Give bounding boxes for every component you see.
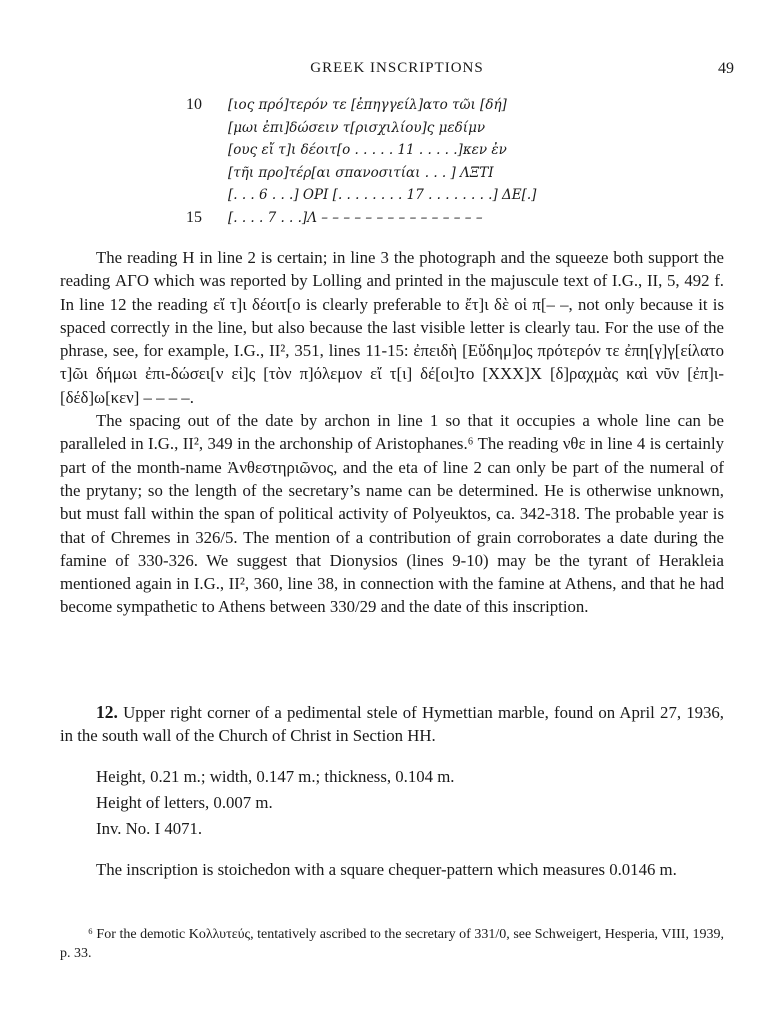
entry-number: 12. [96,702,118,722]
entry-description: Upper right corner of a pedimental stele of Hymettian marble, found on April 27, 1936, in the south wall of the Church of Christ in Section HH. [60,703,724,746]
inscription-text-block [186,94,606,229]
inscription-line [186,184,606,207]
page-number: 49 [718,60,734,77]
page-header [60,60,734,80]
commentary [60,246,724,619]
line-number: 15 [186,208,202,226]
footnote [60,926,724,963]
running-title: GREEK INSCRIPTIONS [310,60,484,76]
inscription-line-text: [τῆι προ]τέρ[αι σπανοσιτίαι . . . ] ΛΞΤΙ [228,164,494,181]
line-number: 10 [186,96,202,113]
inscription-line-text: [ιος πρό]τερόν τε [ἐπηγγείλ]ατο τῶι [δή] [228,97,507,113]
inscription-line [186,117,606,140]
inscription-line [186,139,606,162]
inscription-line-text: [. . . 6 . . .] ΟΡΙ [. . . . . . . . 17 . . . . . . . .] ΔΕ[.] [228,187,537,203]
commentary-paragraph: The spacing out of the date by archon in line 1 so that it occupies a whole line can be paralleled in I.G., II², 349 in the archonship of Aristophanes.⁶ The reading νθε in line 4 is certainly part of the month-name Ἀνθεστηριῶνος, and the eta of line 2 can only be part of the numeral of the prytany; so the length of the secretary’s name can be determined. He is otherwise unknown, but must fall within the span of political activity of Polyeuktos, ca. 342-318. The probable year is that of Chremes in 326/5. The mention of a contribution of grain corroborates a date during the famine of 330-326. We suggest that Dionysios (lines 9-10) may be the tyrant of Herakleia mentioned again in I.G., II², 360, line 38, in connection with the famine at Athens, and that he had become sympathetic to Athens between 330/29 and the date of this inscription. [60,411,724,617]
measurement-line: Height, 0.21 m.; width, 0.147 m.; thickness, 0.104 m. [96,767,455,786]
commentary-paragraph: The reading H in line 2 is certain; in line 3 the photograph and the squeeze both support the reading ΑΓΟ which was reported by Lolling and printed in the majuscule text of I.G., II, 5, 492 f. In line 12 the reading εἴ τ]ι δέοιτ[ο is clearly preferable to ἔτ]ι δὲ οἱ π[– –, not only because it is spaced correctly in the line, but also because the last visible letter is clearly tau. For the use of the phrase, see, for example, I.G., II², 351, lines 11-15: ἐπειδὴ [Εὔδημ]ος πρότερόν τε ἐπη[γ]γ[είλατο τ]ῶι δήμωι ἐπι-δώσει[ν εἰ]ς [τὸν π]όλεμον εἴ τ[ι] δέ[οι]το [ΧΧΧ]Χ [δ]ραχμὰς καὶ νῦν [ἐπ]ι-[δέδ]ω[κεν] – – – –. [60,248,724,407]
inscription-line [186,162,606,185]
footnote-text: ⁶ For the demotic Κολλυτεύς, tentatively ascribed to the secretary of 331/0, see Schweigert, Hesperia, VIII, 1939, p. 33. [60,927,724,961]
measurement-line: Inv. No. I 4071. [96,819,203,838]
inscription-line-text: [ους εἴ τ]ι δέοιτ[ο . . . . . 11 . . . . .]κεν ἐν [228,142,507,158]
inscription-line-text: [μωι ἐπι]δώσειν τ[ρισχιλίου]ς μεδίμν [228,119,486,136]
measurements [96,764,454,842]
entry-paragraph [60,701,724,748]
stoichedon-note [60,858,724,881]
inscription-line [186,94,606,117]
entry-12 [60,701,724,748]
measurement-line: Height of letters, 0.007 m. [96,793,273,812]
stoichedon-paragraph: The inscription is stoichedon with a square chequer-pattern which measures 0.0146 m. [96,860,677,879]
inscription-line-text: [. . . . 7 . . .]Λ – – – – – – – – – – – – – – – [228,209,483,226]
inscription-line [186,207,606,230]
